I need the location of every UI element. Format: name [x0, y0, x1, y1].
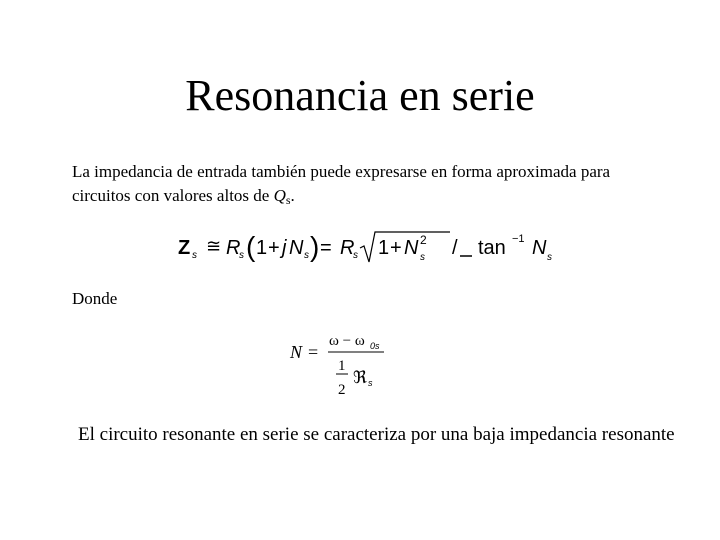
eq-plus: +: [268, 237, 280, 259]
impedance-equation: [170, 224, 570, 268]
intro-text: La impedancia de entrada también puede expresarse en forma aproximada para circuitos con valores altos de: [72, 162, 611, 205]
eq2-half-num: 1: [338, 358, 346, 374]
q-subscript: s: [285, 193, 291, 207]
eq-tan: tan: [478, 237, 506, 259]
eq-approx-sign: ≅: [206, 236, 222, 256]
eq-rparen: ): [310, 231, 320, 262]
donde-label: Donde: [72, 289, 118, 308]
eq-j: j: [282, 237, 287, 259]
eq2-half-den: 2: [338, 382, 346, 398]
eq-r1-sub: s: [239, 250, 244, 261]
eq-n3: N: [532, 237, 547, 259]
eq-n2-sup: 2: [420, 233, 427, 247]
eq-r2-sub: s: [353, 250, 358, 261]
conclusion-paragraph: El circuito resonante en serie se caracteriza por una baja impedancia resonante: [78, 424, 675, 445]
eq-angle-slash: /: [452, 237, 458, 259]
eq2-numerator: ω − ω: [329, 333, 365, 349]
eq-n2: N: [404, 237, 419, 259]
eq-lparen: (: [246, 231, 256, 262]
eq2-n: N: [290, 342, 303, 362]
intro-period: .: [290, 186, 295, 205]
slide-title: Resonancia en serie: [185, 71, 535, 120]
eq-plus-b: +: [390, 237, 402, 259]
eq-one-b: 1: [378, 237, 390, 259]
eq2-numerator-sub: 0s: [370, 341, 380, 351]
intro-paragraph: [72, 160, 672, 209]
eq-z-symbol: Z: [178, 237, 191, 259]
eq-r1: R: [226, 237, 241, 259]
eq-z-sub: s: [192, 250, 197, 261]
eq2-r-sub: s: [368, 378, 373, 388]
eq-tan-sup: −1: [512, 233, 525, 245]
eq-r2: R: [340, 237, 355, 259]
eq-n3-sub: s: [547, 252, 552, 263]
eq2-equals: =: [308, 342, 319, 362]
eq2-r: ℜ: [353, 368, 367, 387]
eq-n1-sub: s: [304, 250, 309, 261]
eq-one: 1: [256, 237, 268, 259]
q-symbol: Q: [273, 186, 286, 205]
n-definition-equation: [284, 328, 404, 404]
eq-equals: =: [320, 237, 332, 259]
eq-n2-sub: s: [420, 252, 425, 263]
eq-n1: N: [289, 237, 304, 259]
